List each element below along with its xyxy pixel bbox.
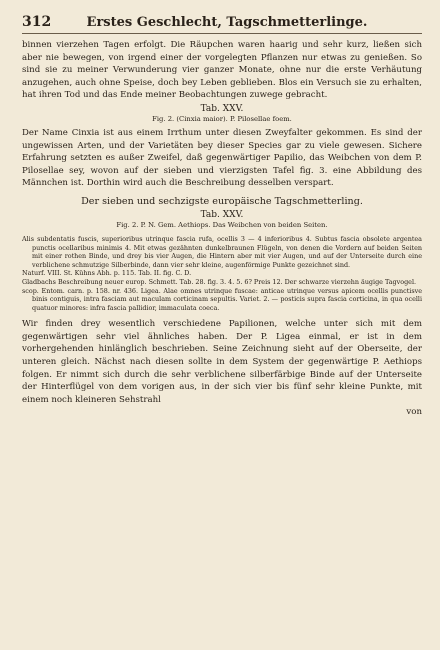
page — [22, 14, 422, 419]
species-description: Alis subdentatis fuscis, superioribus utrinque fascia rufa, ocellis 3 — 4 inferioribus 4. Subtus fascia obsolete argentea punctis ocellaribus minimis 4. Mit etwas gezähnten dunkelbraunen Flügeln, von denen die Vordern auf beiden Seiten mit einer rothen Binde, und drey bis vier Augen, die Hintern aber mit vier Augen, und auf der Unterseite durch eine verblichene schmutzige Silberbinde, dann vier sehr kleine, augenförmige Punkte gezeichnet sind. — [22, 234, 422, 269]
paragraph-2: Der Name Cinxia ist aus einem Irrthum unter diesen Zweyfalter gekommen. Es sind der ungewissen Arten, und der Varietäten bey dieser Species gar zu viele gewesen. Sichere Erfahrung setzten es außer Zweifel, daß gegenwärtiger Papilio, das Weibchen von dem P. Pilosellae sey, wovon auf der sieben und vierzigsten Tafel fig. 3. eine Abbildung des Männchen ist. Dorthin wird auch die Beschreibung desselben verspart. — [22, 127, 422, 189]
plate-reference-2: Tab. XXV. — [200, 209, 244, 220]
reference-2: Gladbachs Beschreibung neuer europ. Schmett. Tab. 28. fig. 3. 4. 5. 6? Preis 12. Der schwarze vierzehn äugige Tagvogel. — [22, 277, 417, 286]
figure-caption-1: Fig. 2. (Cinxia maior). P. Pilosellae foem. — [152, 114, 292, 123]
paragraph-3: Wir finden drey wesentlich verschiedene Papilionen, welche unter sich mit dem gegenwärtigen sehr viel ähnliches haben. Der P. Ligea einmal, er ist in dem vorhergehenden hinlänglich beschrieben. Seine Zeichnung sieht auf der Oberseite, der unteren gleich. Nächst nach diesen sollte in dem System der gegenwärtige P. Aethiops folgen. Er nimmt sich durch die sehr verblichene silberfärbige Binde auf der Unterseite der Hinterflügel von dem vorigen aus, in der sich vier bis fünf sehr kleine Punkte, mit einem noch kleineren Sehstrahl — [22, 319, 422, 405]
page-number: 312 — [22, 14, 52, 30]
running-title: Erstes Geschlecht, Tagschmetterlinge. — [86, 15, 368, 30]
plate-reference-1: Tab. XXV. — [200, 103, 244, 114]
section-title: Der sieben und sechzigste europäische Tagschmetterling. — [81, 195, 363, 207]
paragraph-1: binnen vierzehen Tagen erfolgt. Die Räupchen waren haarig und sehr kurz, ließen sich aber nie bewegen, von irgend einer der vorgelegten Pflanzen nur etwas zu genießen. So sind sie zu meiner Verwunderung vier ganzer Monate, ohne nur die erste Verhäutung anzugehen, auch ohne Speise, doch bey Leben geblieben. Blos ein Versuch sie zu erhalten, hat ihren Tod und das Ende meiner Beobachtungen zuwege gebracht. — [22, 40, 422, 101]
catchword: von — [406, 407, 422, 418]
reference-3: scop. Entom. carn. p. 158. nr. 436. Ligea. Alae omnes utrinque fuscae: anticae utrinque versus apicem ocellis punctisve binis contiguis, intra fasciam aut maculam corticinam sepultis. Variet. 2. — posticis supra fascia corticina, in qua ocelli quatuor minores: infra fascia pallidior, immaculata coeca. — [22, 286, 422, 312]
page-header — [22, 14, 422, 34]
figure-caption-2: Fig. 2. P. N. Gem. Aethiops. Das Weibchen von beiden Seiten. — [116, 220, 328, 229]
reference-1: Naturf. VIII. St. Kühns Abh. p. 115. Tab. II. fig. C. D. — [22, 269, 192, 278]
